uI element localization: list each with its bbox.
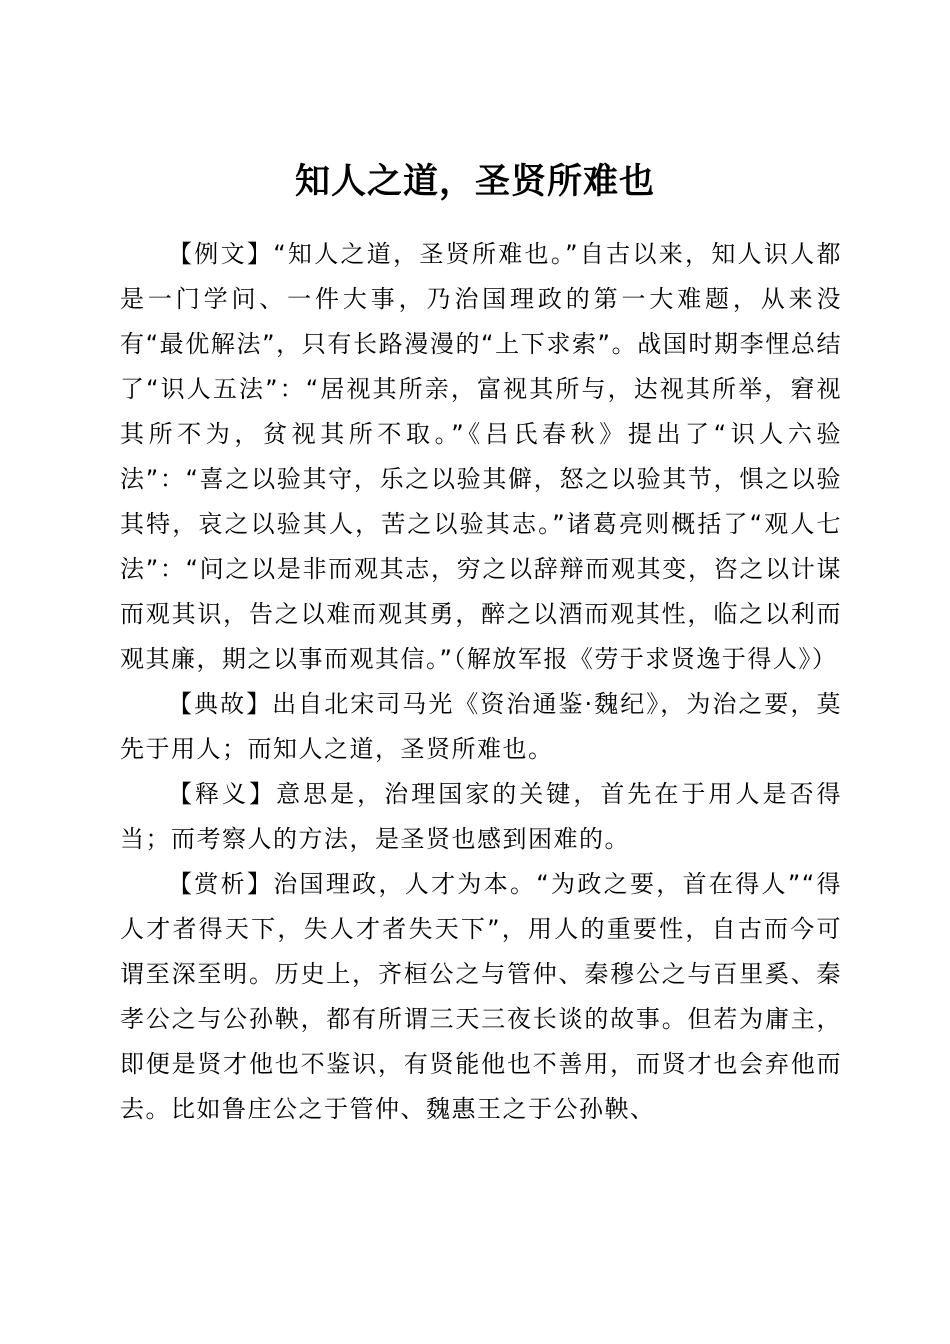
paragraph-allusion	[120, 682, 842, 772]
paragraph-interpretation	[120, 772, 842, 862]
paragraph-example	[120, 232, 842, 682]
page-title: 知人之道，圣贤所难也	[294, 161, 655, 203]
section-tag: 【赏析】	[168, 870, 274, 898]
article-body	[120, 232, 842, 1132]
paragraph-text: 出自北宋司马光《资治通鉴·魏纪》，为治之要，莫先于用人；而知人之道，圣贤所难也。	[120, 690, 842, 763]
section-tag: 【释义】	[168, 780, 277, 808]
section-tag: 【典故】	[168, 690, 273, 718]
paragraph-text: “知人之道，圣贤所难也。”自古以来，知人识人都是一门学问、一件大事，乃治国理政的第一大难题，从来没有“最优解法”，只有长路漫漫的“上下求索”。战国时期李悝总结了“识人五法”：“居视其所亲，富视其所与，达视其所举，窘视其所不为，贫视其所不取。”《吕氏春秋》提出了“识人六验法”：“喜之以验其守，乐之以验其僻，怒之以验其节，惧之以验其特，哀之以验其人，苦之以验其志。”诸葛亮则概括了“观人七法”：“问之以是非而观其志，穷之以辞辩而观其变，咨之以计谋而观其识，告之以难而观其勇，醉之以酒而观其性，临之以利而观其廉，期之以事而观其信。”（解放军报《劳于求贤逸于得人》）	[120, 240, 843, 673]
paragraph-appreciation	[120, 862, 842, 1132]
section-tag: 【例文】	[168, 240, 274, 268]
paragraph-text: 治国理政，人才为本。“为政之要，首在得人”“得人才者得天下，失人才者失天下”，用人的重要性，自古而今可谓至深至明。历史上，齐桓公之与管仲、秦穆公之与百里奚、秦孝公之与公孙鞅，都有所谓三天三夜长谈的故事。但若为庸主，即便是贤才他也不鉴识，有贤能他也不善用，而贤才也会弃他而去。比如鲁庄公之于管仲、魏惠王之于公孙鞅、	[120, 870, 842, 1123]
paragraph-text: 意思是，治理国家的关键，首先在于用人是否得当；而考察人的方法，是圣贤也感到困难的。	[120, 780, 843, 853]
